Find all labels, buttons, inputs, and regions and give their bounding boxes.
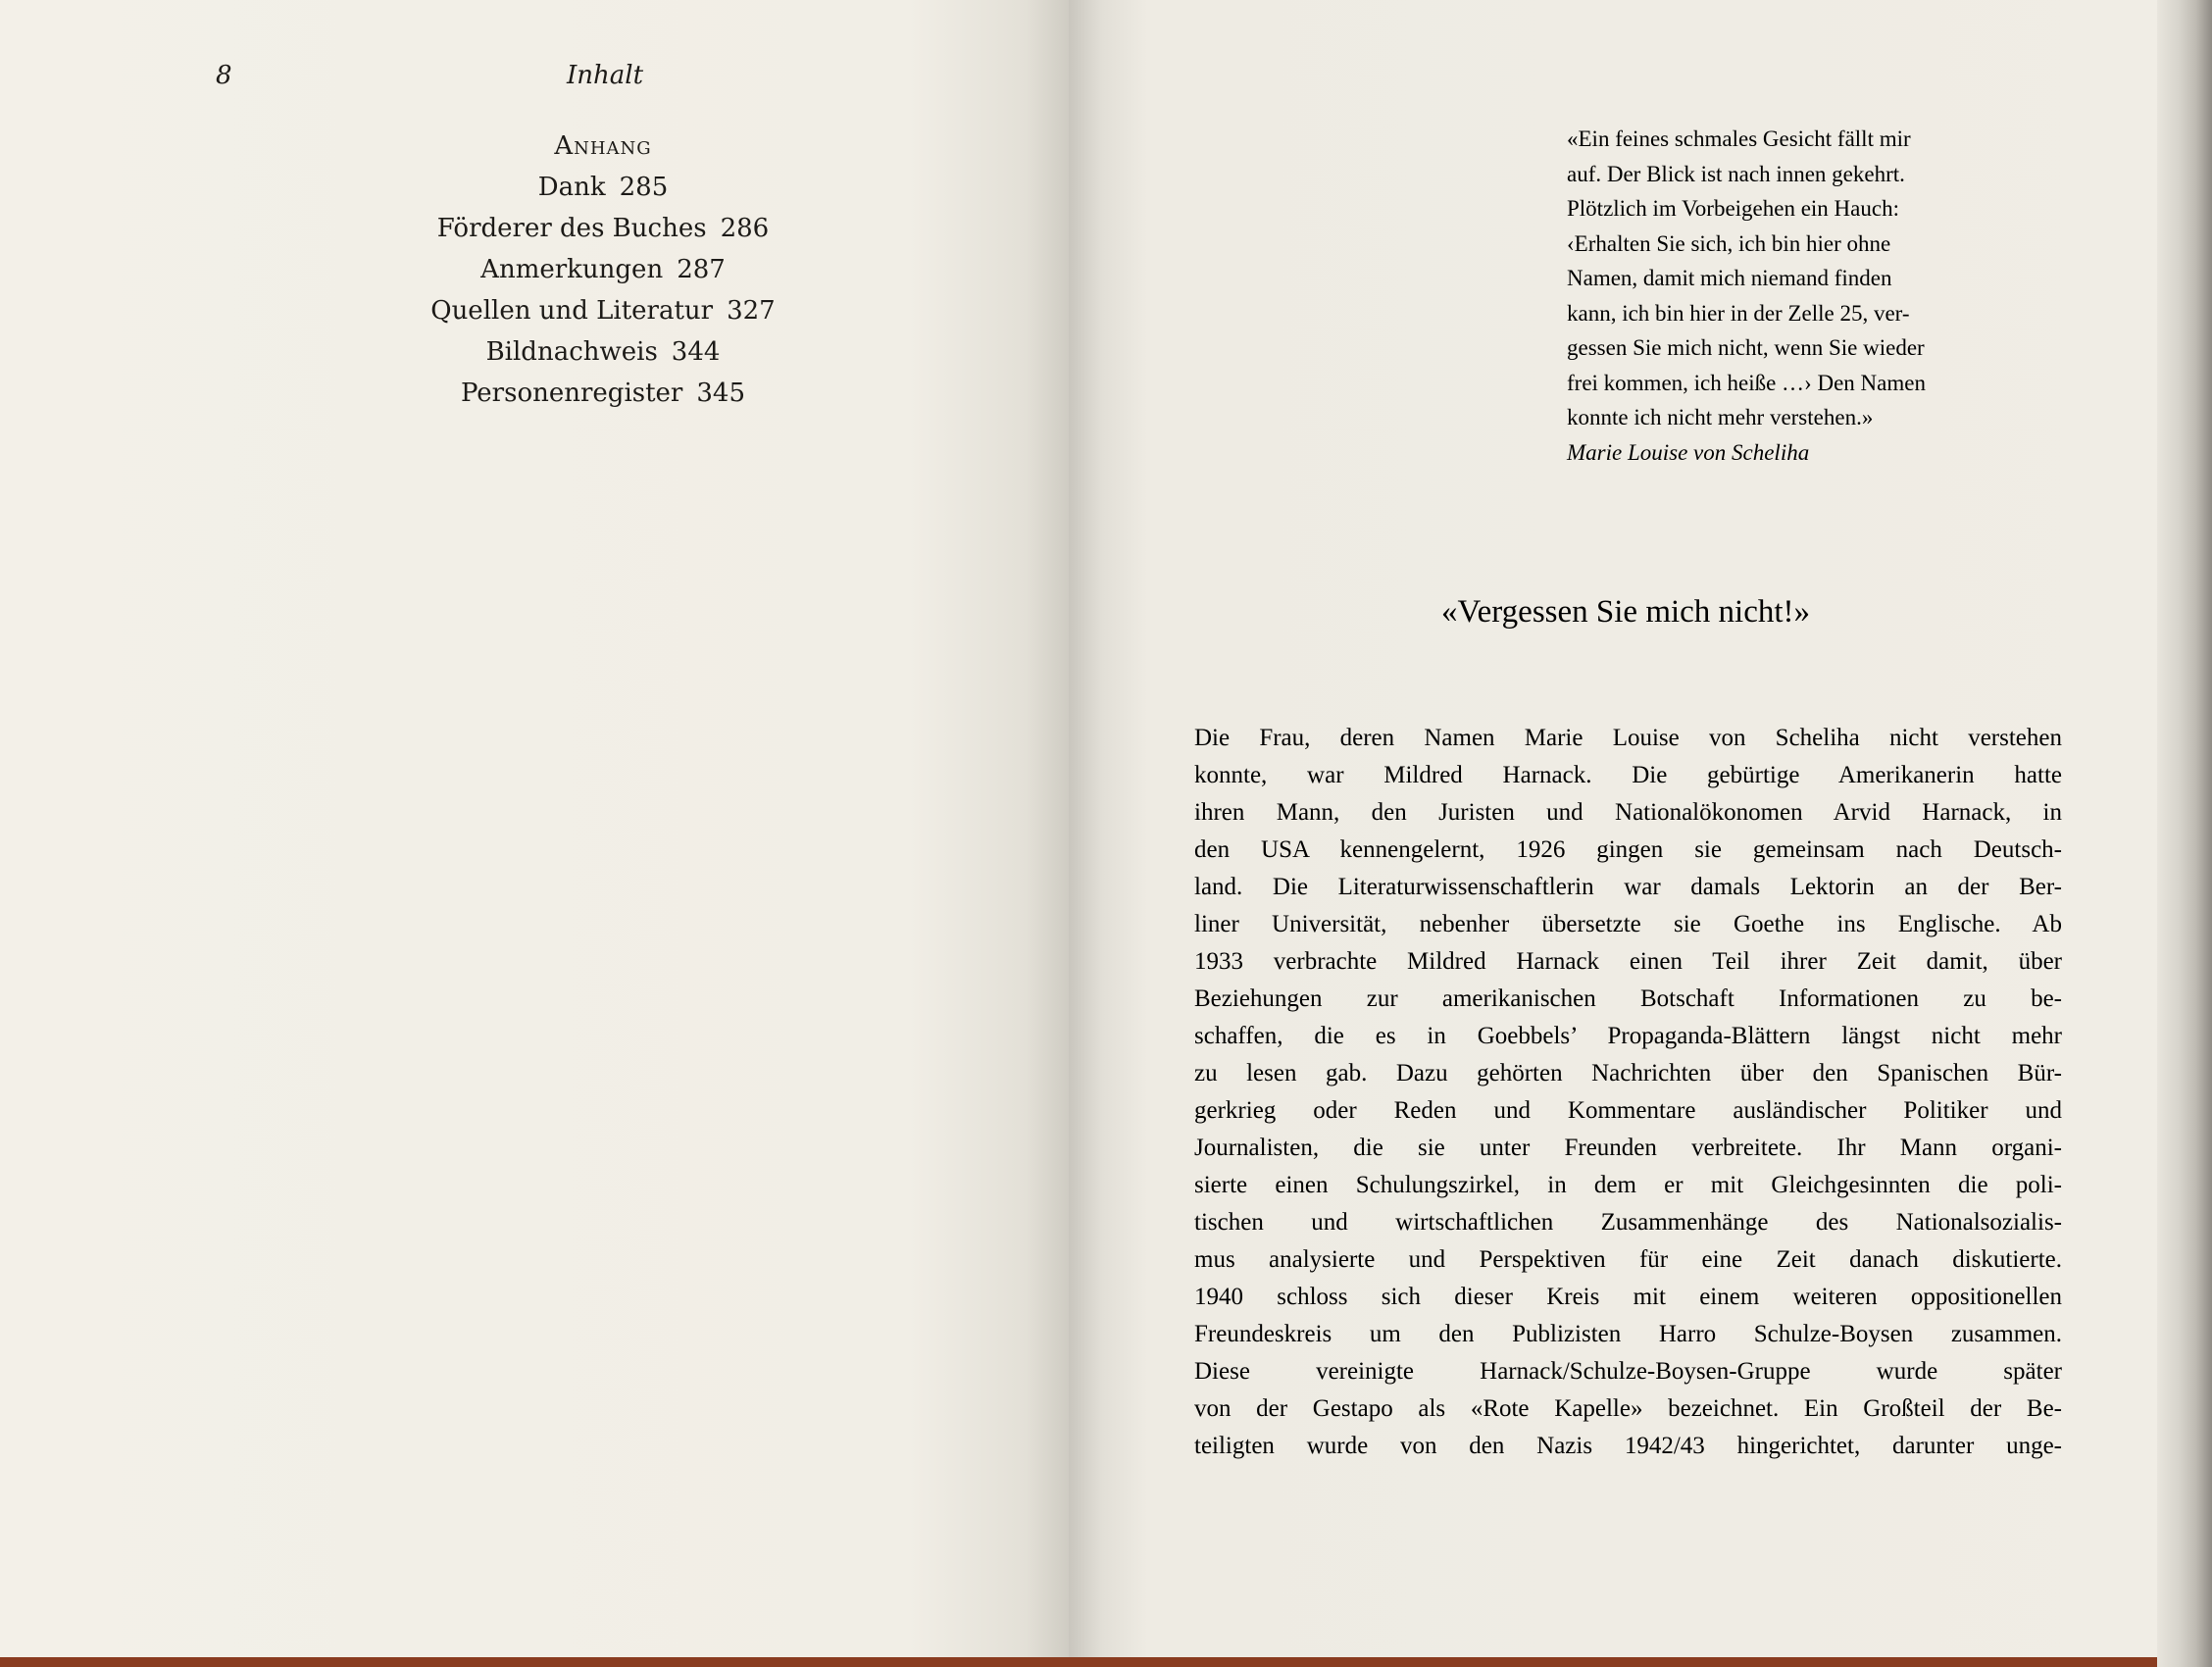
body-line: gerkrieg oder Reden und Kommentare ausländischer Politiker und xyxy=(1194,1097,2062,1124)
body-line: 1933 verbrachte Mildred Harnack einen Teil ihrer Zeit damit, über xyxy=(1194,948,2062,975)
toc-entry-page: 285 xyxy=(619,173,669,202)
body-line: teiligten wurde von den Nazis 1942/43 hingerichtet, darunter unge- xyxy=(1194,1433,2062,1459)
epigraph-author: Marie Louise von Scheliha xyxy=(1567,439,1810,465)
body-line: mus analysierte und Perspektiven für eine Zeit danach diskutierte. xyxy=(1194,1246,2062,1273)
toc-entry-page: 327 xyxy=(727,296,776,326)
body-line: land. Die Literaturwissenschaftlerin war damals Lektorin an der Ber- xyxy=(1194,874,2062,900)
body-line: Journalisten, die sie unter Freunden verbreitete. Ihr Mann organi- xyxy=(1194,1135,2062,1161)
table-of-contents xyxy=(294,126,912,414)
toc-entry-page: 345 xyxy=(696,379,746,408)
toc-entry-anmerkungen xyxy=(294,249,912,290)
body-line: Diese vereinigte Harnack/Schulze-Boysen-Gruppe wurde später xyxy=(1194,1358,2062,1385)
toc-entry-foerderer xyxy=(294,208,912,249)
body-line: Freundeskreis um den Publizisten Harro Schulze-Boysen zusammen. xyxy=(1194,1321,2062,1347)
toc-entry-bildnachweis xyxy=(294,331,912,373)
body-line: den USA kennengelernt, 1926 gingen sie gemeinsam nach Deutsch- xyxy=(1194,836,2062,863)
toc-entry-title: Personenregister xyxy=(460,379,683,408)
chapter-title: «Vergessen Sie mich nicht!» xyxy=(1440,594,1811,630)
body-line: sierte einen Schulungszirkel, in dem er mit Gleichgesinnten die poli- xyxy=(1194,1172,2062,1198)
epigraph xyxy=(1567,122,2057,470)
epigraph-line: «Ein feines schmales Gesicht fällt mir xyxy=(1567,126,1911,151)
epigraph-line: auf. Der Blick ist nach innen gekehrt. xyxy=(1567,161,1905,186)
epigraph-line: Plötzlich im Vorbeigehen ein Hauch: xyxy=(1567,196,1899,221)
toc-entry-page: 287 xyxy=(677,255,726,284)
body-line: Die Frau, deren Namen Marie Louise von Scheliha nicht verstehen xyxy=(1194,725,2062,751)
body-line: 1940 schloss sich dieser Kreis mit einem weiteren oppositionellen xyxy=(1194,1284,2062,1310)
epigraph-line: gessen Sie mich nicht, wenn Sie wieder xyxy=(1567,335,1925,360)
toc-entry-title: Förderer des Buches xyxy=(436,214,707,243)
toc-entry-personenregister xyxy=(294,373,912,414)
body-line: liner Universität, nebenher übersetzte sie Goethe ins Englische. Ab xyxy=(1194,911,2062,937)
toc-heading: Anhang xyxy=(554,131,652,161)
page-number: 8 xyxy=(216,61,232,90)
body-line: zu lesen gab. Dazu gehörten Nachrichten über den Spanischen Bür- xyxy=(1194,1060,2062,1086)
epigraph-line: frei kommen, ich heiße …› Den Namen xyxy=(1567,370,1926,395)
running-head: Inhalt xyxy=(567,61,644,90)
left-page xyxy=(0,0,1069,1657)
epigraph-line: Namen, damit mich niemand finden xyxy=(1567,266,1892,290)
page-edge xyxy=(2157,0,2212,1667)
toc-entry-page: 286 xyxy=(720,214,770,243)
epigraph-line: kann, ich bin hier in der Zelle 25, ver- xyxy=(1567,300,1910,326)
body-text xyxy=(1194,720,2062,1465)
toc-entry-title: Quellen und Literatur xyxy=(430,296,714,326)
body-line: ihren Mann, den Juristen und Nationalökonomen Arvid Harnack, in xyxy=(1194,799,2062,826)
toc-entry-page: 344 xyxy=(671,337,721,367)
toc-entry-title: Bildnachweis xyxy=(485,337,658,367)
epigraph-line: konnte ich nicht mehr verstehen.» xyxy=(1567,405,1874,429)
body-line: Beziehungen zur amerikanischen Botschaft Informationen zu be- xyxy=(1194,985,2062,1012)
body-line: schaffen, die es in Goebbels’ Propaganda-Blättern längst nicht mehr xyxy=(1194,1023,2062,1049)
body-line: von der Gestapo als «Rote Kapelle» bezeichnet. Ein Großteil der Be- xyxy=(1194,1395,2062,1422)
toc-entry-title: Anmerkungen xyxy=(480,255,664,284)
epigraph-line: ‹Erhalten Sie sich, ich bin hier ohne xyxy=(1567,230,1891,256)
body-line: konnte, war Mildred Harnack. Die gebürtige Amerikanerin hatte xyxy=(1194,762,2062,788)
body-line: tischen und wirtschaftlichen Zusammenhänge des Nationalsozialis- xyxy=(1194,1209,2062,1236)
toc-entry-title: Dank xyxy=(537,173,606,202)
toc-entry-quellen xyxy=(294,290,912,331)
toc-entry-dank xyxy=(294,167,912,208)
